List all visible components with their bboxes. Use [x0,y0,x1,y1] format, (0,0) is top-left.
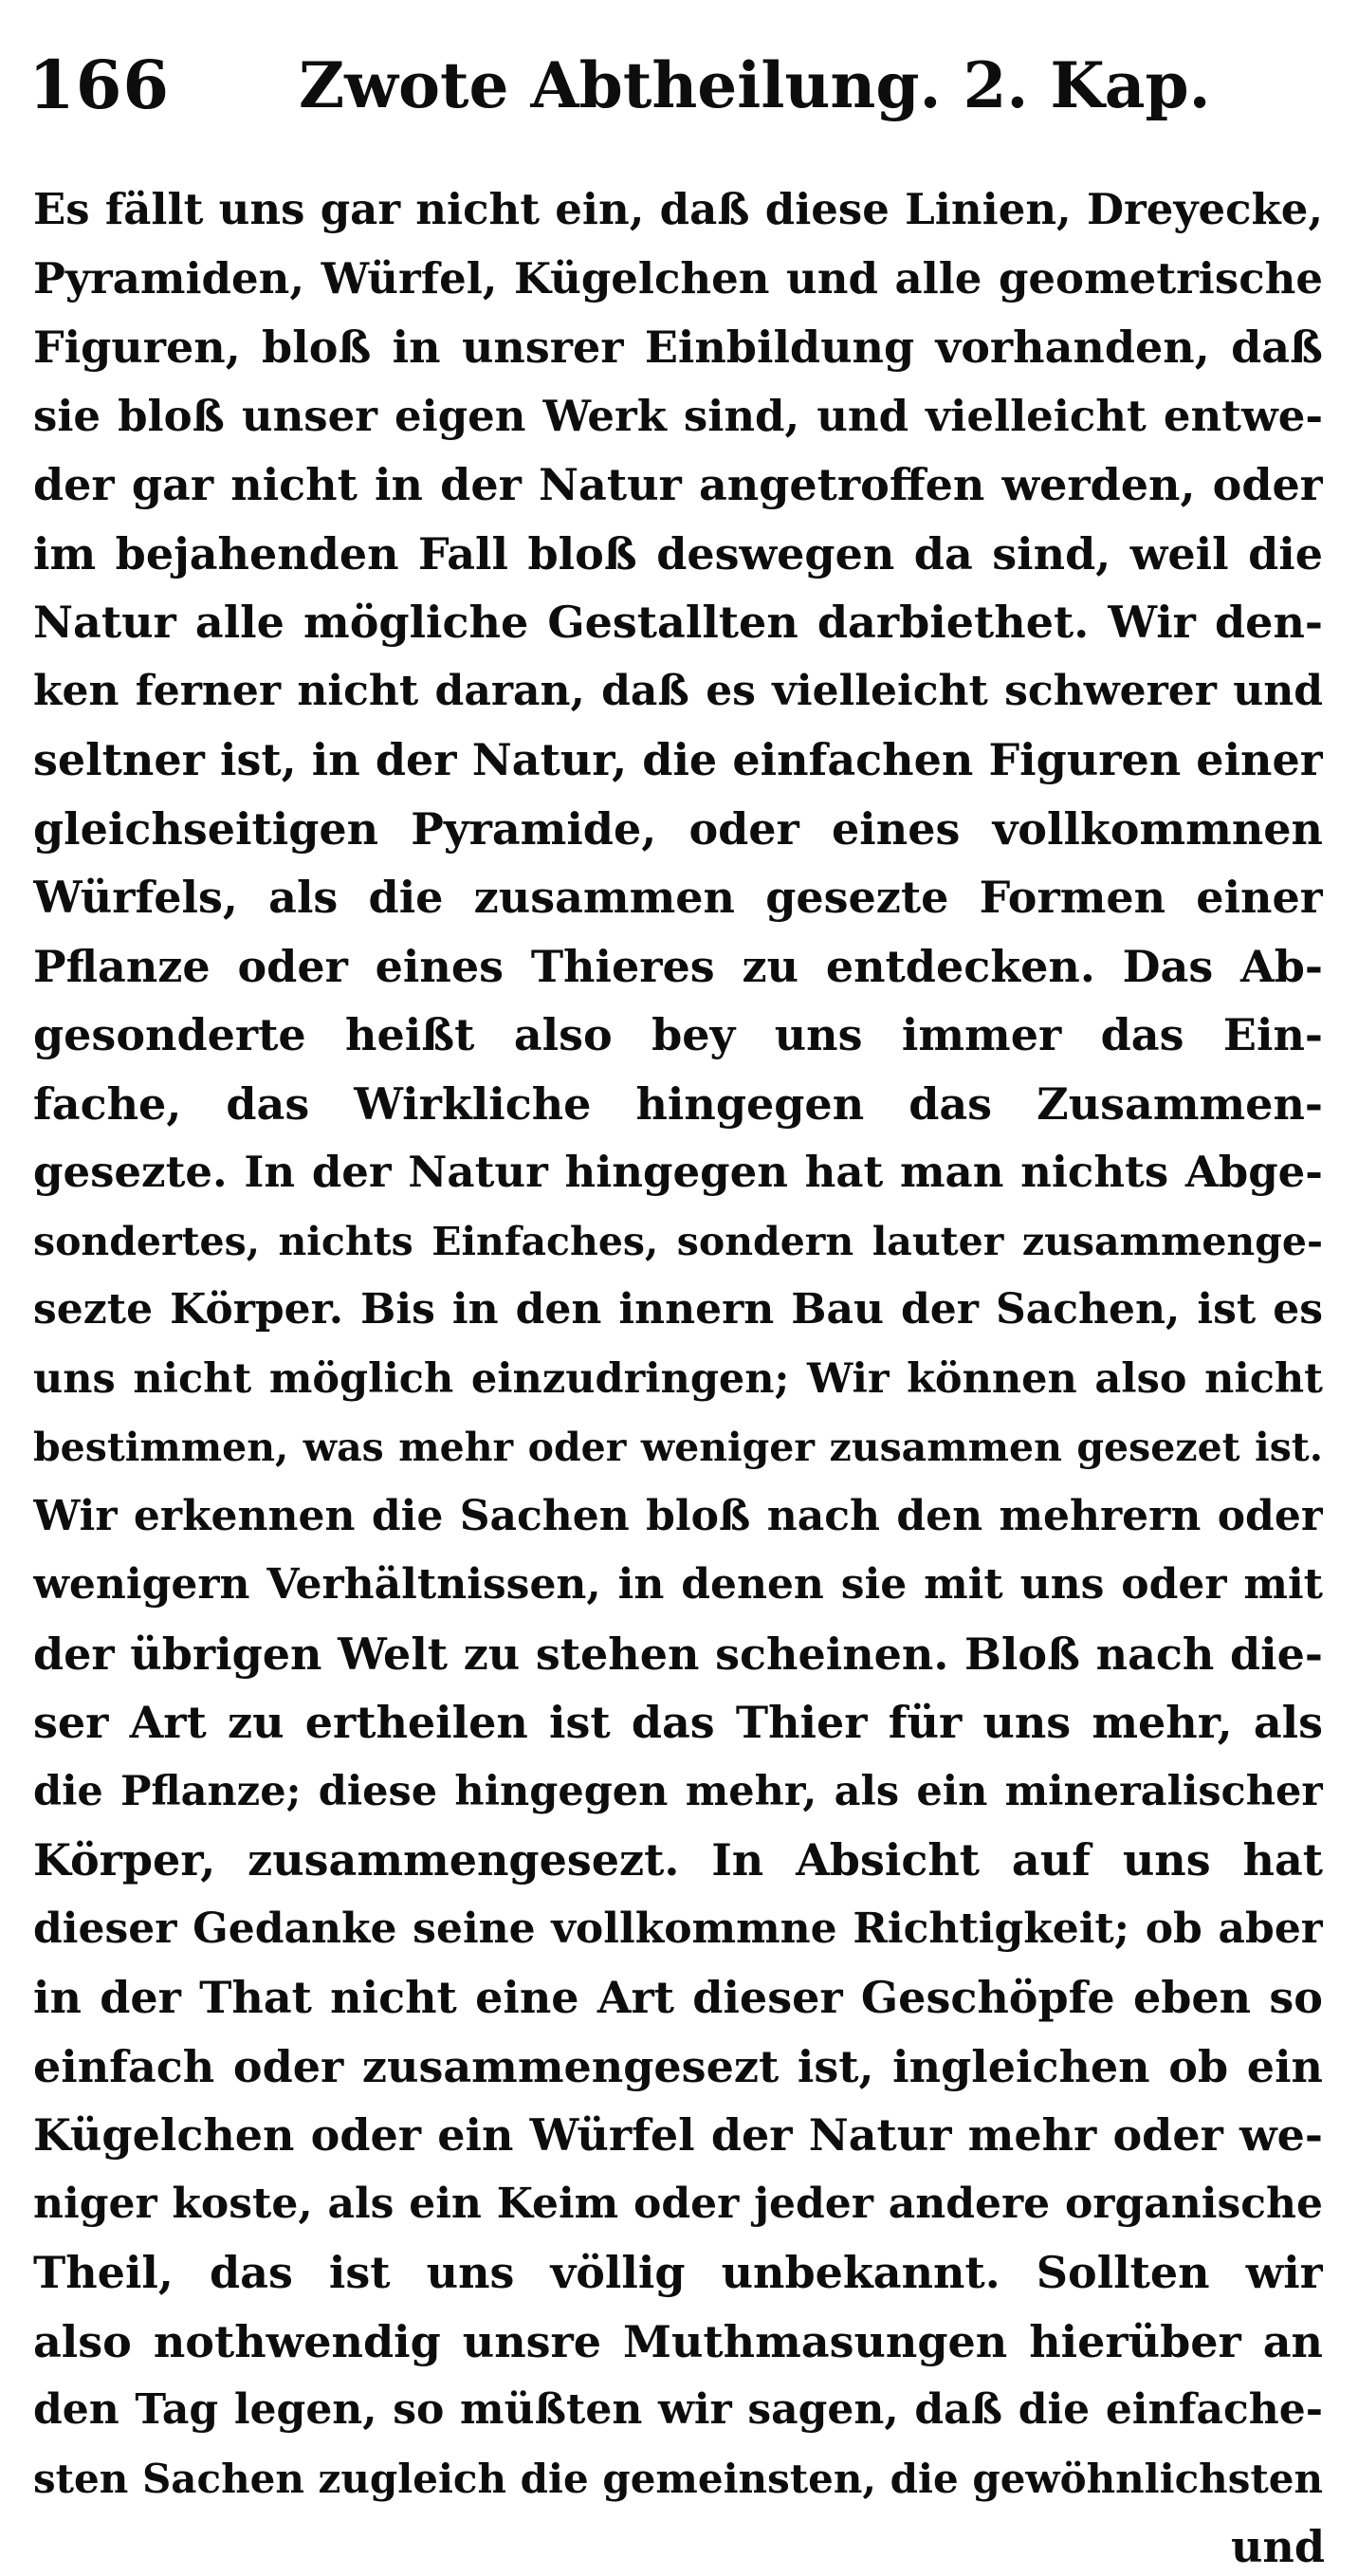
text-line: sten Sachen zugleich die gemeinsten, die gewöhnlichsten [33,2455,1323,2502]
text-line: dieser Gedanke seine vollkommne Richtigkeit; ob aber [33,1904,1323,1953]
text-line: Natur alle mögliche Gestallten darbiethet. Wir den- [33,597,1323,648]
text-line: seltner ist, in der Natur, die einfachen Figuren einer [33,734,1323,785]
text-line: niger koste, als ein Keim oder jeder andere organische [33,2179,1323,2228]
catchword: und [1230,2521,1325,2572]
text-line: in der That nicht eine Art dieser Geschöpfe eben so [33,1972,1323,2023]
text-line: Es fällt uns gar nicht ein, daß diese Linien, Dreyecke, [33,184,1323,234]
text-line: wenigern Verhältnissen, in denen sie mit uns oder mit [33,1560,1323,1609]
text-line: Kügelchen oder ein Würfel der Natur mehr oder we- [33,2109,1323,2161]
text-line: fache, das Wirkliche hingegen das Zusammen- [33,1077,1323,1130]
text-line: Pflanze oder eines Thieres zu entdecken. Das Ab- [33,940,1323,992]
text-line: ken ferner nicht daran, daß es vielleicht schwerer und [33,666,1323,715]
text-line: Würfels, als die zusammen gesezte Formen einer [33,872,1323,923]
text-line: gesonderte heißt also bey uns immer das Ein- [33,1009,1323,1060]
running-head: Zwote Abtheilung. 2. Kap. [299,48,1211,122]
text-line: also nothwendig unsre Muthmasungen hierüber an [33,2315,1323,2367]
text-line: sie bloß unser eigen Werk sind, und vielleicht entwe- [33,390,1323,441]
text-line: Figuren, bloß in unsrer Einbildung vorhanden, daß [33,322,1323,373]
text-line: sondertes, nichts Einfaches, sondern lauter zusammenge- [33,1218,1323,1264]
text-line: uns nicht möglich einzudringen; Wir können also nicht [33,1354,1323,1403]
text-line: sezte Körper. Bis in den innern Bau der Sachen, ist es [33,1285,1323,1334]
text-line: die Pflanze; diese hingegen mehr, als ein mineralischer [33,1767,1323,1815]
text-line: ser Art zu ertheilen ist das Thier für uns mehr, als [33,1697,1323,1748]
text-line: gleichseitigen Pyramide, oder eines vollkommnen [33,802,1323,855]
text-line: gesezte. In der Natur hingegen hat man nichts Abge- [33,1147,1323,1197]
text-line: der gar nicht in der Natur angetroffen werden, oder [33,459,1323,510]
page-number: 166 [28,46,171,124]
text-line: Wir erkennen die Sachen bloß nach den mehrern oder [33,1491,1323,1540]
text-line: den Tag legen, so müßten wir sagen, daß die einfache- [33,2385,1323,2434]
text-line: im bejahenden Fall bloß deswegen da sind, weil die [33,527,1323,580]
text-line: bestimmen, was mehr oder weniger zusammen gesezet ist. [33,1425,1323,1470]
text-line: einfach oder zusammengesezt ist, ingleichen ob ein [33,2040,1323,2092]
text-line: der übrigen Welt zu stehen scheinen. Bloß nach die- [33,1628,1323,1680]
text-line: Theil, das ist uns völlig unbekannt. Sollten wir [33,2247,1323,2298]
page-header [28,38,1328,142]
text-line: Pyramiden, Würfel, Kügelchen und alle geometrische [33,252,1323,304]
text-line: Körper, zusammengesezt. In Absicht auf uns hat [33,1834,1323,1886]
body-text [33,175,1323,2513]
